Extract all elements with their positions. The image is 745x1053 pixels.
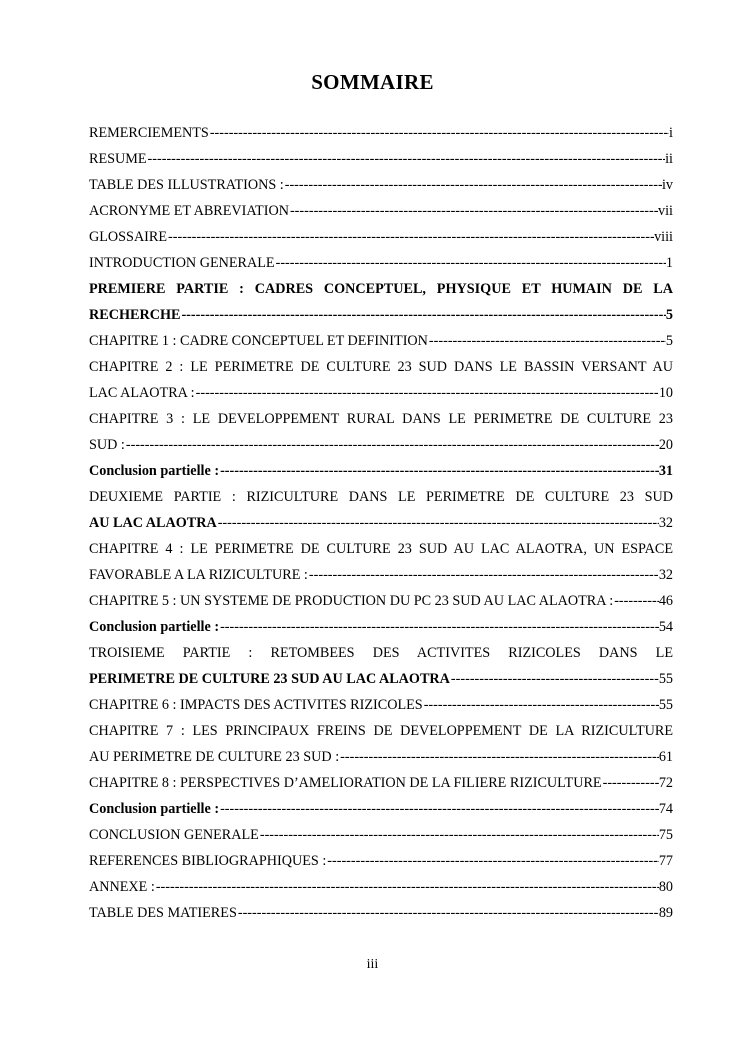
toc-entry-line <box>89 848 673 874</box>
toc-entry-page-number: 20 <box>658 437 673 453</box>
toc-entry-first-line: PREMIERE PARTIE : CADRES CONCEPTUEL, PHYSIQUE ET HUMAIN DE LA <box>89 281 673 297</box>
toc-entry-page-number: viii <box>654 229 673 245</box>
toc-entry-line <box>89 198 673 224</box>
toc-entry-page-number: 55 <box>658 697 673 713</box>
toc-dot-leader <box>147 146 666 172</box>
toc-entry-line <box>89 302 673 328</box>
toc-entry-label: ANNEXE : <box>89 879 155 895</box>
toc-entry-line <box>89 562 673 588</box>
toc-entry <box>89 458 673 484</box>
toc-entry-page-number: 72 <box>658 775 673 791</box>
page-title: SOMMAIRE <box>311 70 434 94</box>
toc-entry-line <box>89 120 673 146</box>
toc-entry-page-number: 75 <box>658 827 673 843</box>
toc-entry <box>89 614 673 640</box>
toc-entry-page-number: 5 <box>665 333 673 349</box>
page-number: iii <box>366 957 379 972</box>
toc-entry-label: REMERCIEMENTS <box>89 125 209 141</box>
toc-entry-label: CONCLUSION GENERALE <box>89 827 259 843</box>
toc-entry <box>89 328 673 354</box>
toc-entry-page-number: 10 <box>658 385 673 401</box>
toc-entry-page-number: 5 <box>665 307 673 323</box>
toc-entry-label: CHAPITRE 5 : UN SYSTEME DE PRODUCTION DU PC 23 SUD AU LAC ALAOTRA : <box>89 593 614 609</box>
toc-entry-page-number: iv <box>661 177 673 193</box>
toc-entry-label: CHAPITRE 8 : PERSPECTIVES D’AMELIORATION DE LA FILIERE RIZICULTURE <box>89 775 602 791</box>
toc-entry-page-number: 74 <box>658 801 673 817</box>
toc-entry-line <box>89 900 673 926</box>
toc-dot-leader <box>217 510 659 536</box>
toc-entry-page-number: 80 <box>658 879 673 895</box>
toc-entry-label: PERIMETRE DE CULTURE 23 SUD AU LAC ALAOTRA <box>89 671 450 687</box>
toc-entry-page-number: 61 <box>658 749 673 765</box>
toc-dot-leader <box>275 250 666 276</box>
toc-entry-page-number: 32 <box>658 515 673 531</box>
toc-dot-leader <box>195 380 659 406</box>
toc-entry-page-number: 1 <box>665 255 673 271</box>
toc-entry-label: CHAPITRE 6 : IMPACTS DES ACTIVITES RIZICOLES <box>89 697 423 713</box>
toc-dot-leader <box>423 692 659 718</box>
toc-entry <box>89 224 673 250</box>
toc-entry-label: GLOSSAIRE <box>89 229 168 245</box>
toc-dot-leader <box>180 302 665 328</box>
toc-entry-page-number: 32 <box>658 567 673 583</box>
toc-entry-line <box>89 146 673 172</box>
toc-entry-line <box>89 588 673 614</box>
toc-entry-line <box>89 692 673 718</box>
toc-entry-page-number: 31 <box>658 463 673 479</box>
toc-dot-leader <box>339 744 659 770</box>
toc-dot-leader <box>602 770 659 796</box>
toc-entry-line <box>89 744 673 770</box>
toc-entry-line <box>89 380 673 406</box>
toc-entry <box>89 250 673 276</box>
toc-entry-first-line: TROISIEME PARTIE : RETOMBEES DES ACTIVITES RIZICOLES DANS LE <box>89 645 673 661</box>
toc-entry-label: LAC ALAOTRA : <box>89 385 195 401</box>
toc-entry <box>89 172 673 198</box>
toc-dot-leader <box>259 822 659 848</box>
toc-entry <box>89 770 673 796</box>
toc-entry-label: RESUME <box>89 151 147 167</box>
toc-entry-first-line: CHAPITRE 4 : LE PERIMETRE DE CULTURE 23 SUD AU LAC ALAOTRA, UN ESPACE <box>89 541 673 557</box>
toc-dot-leader <box>613 588 659 614</box>
toc-dot-leader <box>237 900 659 926</box>
toc-dot-leader <box>209 120 669 146</box>
toc-entry-page-number: ii <box>665 151 673 167</box>
toc-entry <box>89 900 673 926</box>
toc-entry <box>89 640 673 692</box>
toc-entry <box>89 120 673 146</box>
toc-entry-label: ACRONYME ET ABREVIATION <box>89 203 289 219</box>
toc-dot-leader <box>428 328 666 354</box>
toc-entry <box>89 822 673 848</box>
toc-entry-line <box>89 614 673 640</box>
toc-entry <box>89 484 673 536</box>
toc-dot-leader <box>219 614 659 640</box>
toc-dot-leader <box>125 432 659 458</box>
toc-entry-label: TABLE DES MATIERES <box>89 905 237 921</box>
toc-entry <box>89 692 673 718</box>
toc-entry-line <box>89 770 673 796</box>
toc-dot-leader <box>219 458 659 484</box>
toc-entry-label: INTRODUCTION GENERALE <box>89 255 275 271</box>
toc-entry-first-line: CHAPITRE 7 : LES PRINCIPAUX FREINS DE DEVELOPPEMENT DE LA RIZICULTURE <box>89 723 673 739</box>
toc-entry-first-line: DEUXIEME PARTIE : RIZICULTURE DANS LE PERIMETRE DE CULTURE 23 SUD <box>89 489 673 505</box>
toc-entry-line <box>89 874 673 900</box>
toc-entry <box>89 406 673 458</box>
toc-entry-label: AU PERIMETRE DE CULTURE 23 SUD : <box>89 749 340 765</box>
toc-entry <box>89 796 673 822</box>
toc-entry <box>89 198 673 224</box>
toc-entry <box>89 276 673 328</box>
toc-entry-label: Conclusion partielle : <box>89 619 220 635</box>
toc-entry <box>89 718 673 770</box>
toc-entry-line <box>89 172 673 198</box>
toc-entry-line <box>89 250 673 276</box>
toc-entry-first-line: CHAPITRE 2 : LE PERIMETRE DE CULTURE 23 SUD DANS LE BASSIN VERSANT AU <box>89 359 673 375</box>
toc-entry-label: RECHERCHE <box>89 307 181 323</box>
toc-entry-page-number: i <box>669 125 673 141</box>
toc-entry-line <box>89 328 673 354</box>
toc-entry <box>89 588 673 614</box>
toc-entry-page-number: vii <box>658 203 673 219</box>
toc-dot-leader <box>284 172 662 198</box>
toc-entry-first-line: CHAPITRE 3 : LE DEVELOPPEMENT RURAL DANS LE PERIMETRE DE CULTURE 23 <box>89 411 673 427</box>
toc-entry-label: Conclusion partielle : <box>89 463 220 479</box>
toc-entry-line <box>89 510 673 536</box>
toc-entry-line <box>89 796 673 822</box>
toc-entry <box>89 874 673 900</box>
toc-entry-label: SUD : <box>89 437 125 453</box>
toc-entry-page-number: 46 <box>658 593 673 609</box>
toc-entry-label: CHAPITRE 1 : CADRE CONCEPTUEL ET DEFINITION <box>89 333 428 349</box>
toc-entry-line <box>89 224 673 250</box>
toc-entry <box>89 536 673 588</box>
toc-entry-label: TABLE DES ILLUSTRATIONS : <box>89 177 284 193</box>
toc-entry-page-number: 89 <box>658 905 673 921</box>
toc-entry-line <box>89 666 673 692</box>
toc-entry-page-number: 55 <box>658 671 673 687</box>
toc-entry-line <box>89 822 673 848</box>
toc-entry-line <box>89 432 673 458</box>
toc-entry-line <box>89 458 673 484</box>
toc-dot-leader <box>450 666 659 692</box>
toc-dot-leader <box>326 848 659 874</box>
toc-dot-leader <box>167 224 654 250</box>
toc-dot-leader <box>308 562 659 588</box>
toc-entry-label: FAVORABLE A LA RIZICULTURE : <box>89 567 308 583</box>
toc-entry-page-number: 77 <box>658 853 673 869</box>
toc-dot-leader <box>219 796 659 822</box>
toc-entry-label: Conclusion partielle : <box>89 801 220 817</box>
toc-entry <box>89 354 673 406</box>
toc-entry-page-number: 54 <box>658 619 673 635</box>
toc-entry <box>89 146 673 172</box>
table-of-contents <box>89 120 673 926</box>
toc-dot-leader <box>155 874 659 900</box>
toc-entry <box>89 848 673 874</box>
toc-entry-label: AU LAC ALAOTRA <box>89 515 217 531</box>
toc-dot-leader <box>289 198 658 224</box>
toc-entry-label: REFERENCES BIBLIOGRAPHIQUES : <box>89 853 327 869</box>
